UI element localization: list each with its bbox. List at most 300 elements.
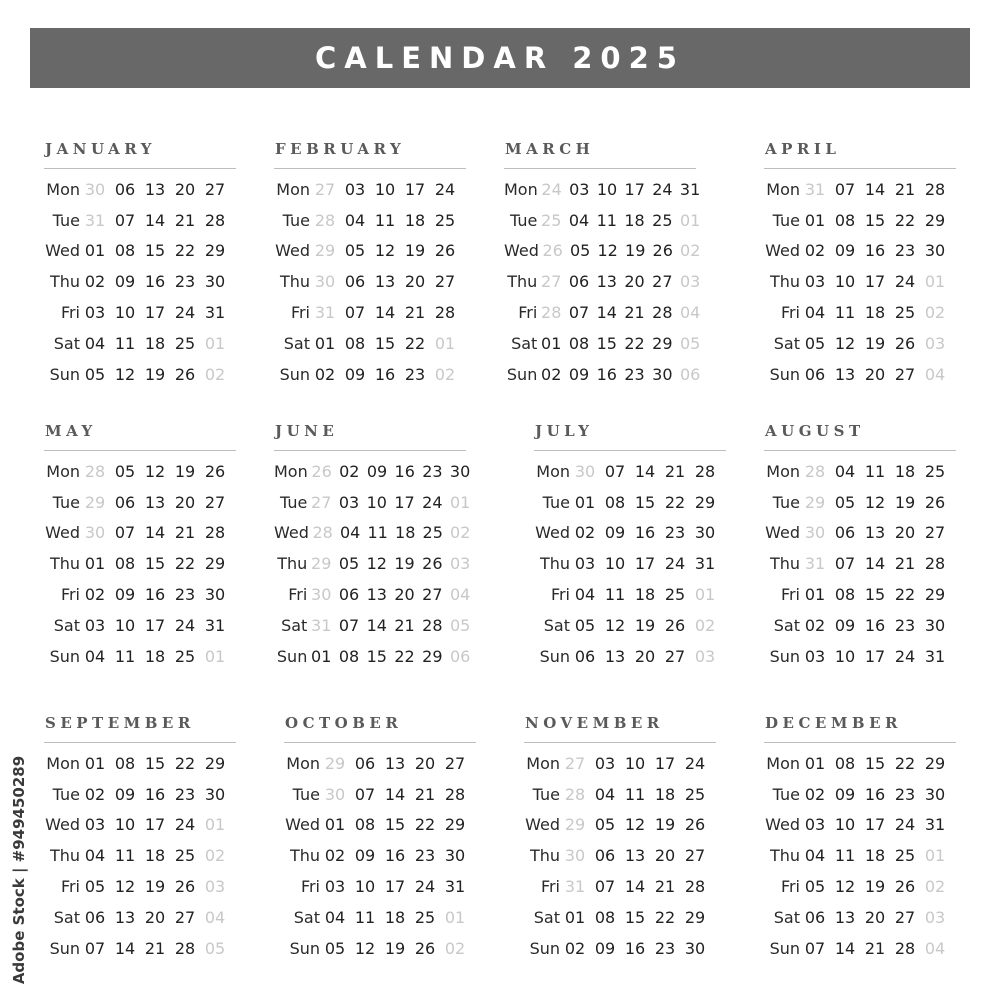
date-cell: 23 xyxy=(894,241,916,261)
date-cell: 01 xyxy=(804,753,826,773)
month-july xyxy=(534,418,734,672)
date-cell: 18 xyxy=(144,333,166,353)
date-cell: 26 xyxy=(414,938,436,958)
weekday-label: Fri xyxy=(780,585,800,605)
weekday-row xyxy=(764,548,964,579)
date-cell: 27 xyxy=(422,585,443,605)
watermark xyxy=(4,755,34,985)
weekday-label: Sat xyxy=(53,907,80,927)
date-cell: 22 xyxy=(174,753,196,773)
date-cell: 04 xyxy=(84,333,106,353)
date-cell: 27 xyxy=(894,364,916,384)
weekday-label: Mon xyxy=(276,179,310,199)
date-cell: 09 xyxy=(114,585,136,605)
date-cell: 19 xyxy=(894,492,916,512)
weekday-label: Mon xyxy=(766,753,800,773)
weekday-row xyxy=(764,456,964,487)
date-cell: 06 xyxy=(114,492,136,512)
date-cell: 21 xyxy=(894,554,916,574)
date-cell: 14 xyxy=(634,461,656,481)
weekday-row xyxy=(764,871,964,902)
date-cell-adjacent-month: 25 xyxy=(541,210,562,230)
weekday-label: Tue xyxy=(772,492,800,512)
month-february xyxy=(274,136,474,390)
month-name: JUNE xyxy=(275,422,339,440)
date-cell: 28 xyxy=(422,615,443,635)
date-cell-adjacent-month: 26 xyxy=(542,241,563,261)
date-cell: 10 xyxy=(114,615,136,635)
date-cell: 22 xyxy=(404,333,426,353)
weekday-label: Fri xyxy=(540,877,560,897)
weekday-label: Mon xyxy=(504,179,538,199)
date-cell-adjacent-month: 02 xyxy=(434,364,456,384)
date-cell: 18 xyxy=(384,907,406,927)
weekday-row xyxy=(504,236,704,267)
date-cell: 06 xyxy=(354,753,376,773)
date-cell: 21 xyxy=(174,523,196,543)
date-cell: 09 xyxy=(834,784,856,804)
date-cell-adjacent-month: 24 xyxy=(541,179,562,199)
weekday-row xyxy=(44,297,244,328)
date-cell: 01 xyxy=(84,241,106,261)
weekday-row xyxy=(764,297,964,328)
date-cell-adjacent-month: 04 xyxy=(449,585,471,605)
date-cell: 29 xyxy=(694,492,716,512)
date-cell: 18 xyxy=(404,210,426,230)
date-cell: 21 xyxy=(624,303,645,323)
weekday-row xyxy=(44,205,244,236)
weekday-row xyxy=(524,779,724,810)
date-cell: 19 xyxy=(864,333,886,353)
date-cell: 30 xyxy=(694,523,716,543)
date-cell: 26 xyxy=(204,461,226,481)
weekday-row xyxy=(44,548,244,579)
date-cell: 22 xyxy=(894,585,916,605)
date-cell: 27 xyxy=(204,179,226,199)
date-cell: 09 xyxy=(834,615,856,635)
date-cell-adjacent-month: 01 xyxy=(204,815,226,835)
date-cell: 24 xyxy=(414,877,436,897)
weekday-label: Thu xyxy=(769,272,800,292)
month-name: FEBRUARY xyxy=(275,140,406,158)
date-cell: 01 xyxy=(804,585,826,605)
weekday-label: Fri xyxy=(288,585,308,605)
date-cell-adjacent-month: 05 xyxy=(449,615,471,635)
date-cell: 13 xyxy=(834,907,856,927)
weekday-row xyxy=(274,610,474,641)
date-cell: 14 xyxy=(624,877,646,897)
month-name: MAY xyxy=(45,422,97,440)
weekday-row xyxy=(534,456,734,487)
date-cell: 29 xyxy=(204,753,226,773)
date-cell-adjacent-month: 29 xyxy=(311,554,332,574)
date-cell: 17 xyxy=(654,753,676,773)
weekday-label: Sat xyxy=(511,333,538,353)
date-cell: 01 xyxy=(311,646,332,666)
weekday-label: Wed xyxy=(285,815,320,835)
date-cell-adjacent-month: 02 xyxy=(694,615,716,635)
date-cell: 25 xyxy=(422,523,443,543)
date-cell-adjacent-month: 01 xyxy=(924,846,946,866)
date-cell-adjacent-month: 01 xyxy=(204,333,226,353)
date-cell-adjacent-month: 31 xyxy=(314,303,336,323)
weekday-row xyxy=(504,359,704,390)
date-cell: 26 xyxy=(422,554,443,574)
weekday-label: Sun xyxy=(49,938,80,958)
date-cell: 10 xyxy=(354,877,376,897)
date-cell: 01 xyxy=(314,333,336,353)
date-cell: 08 xyxy=(114,554,136,574)
date-cell: 21 xyxy=(864,938,886,958)
date-cell: 03 xyxy=(84,615,106,635)
weekday-label: Sat xyxy=(543,615,570,635)
date-cell-adjacent-month: 06 xyxy=(679,364,701,384)
date-cell: 28 xyxy=(652,303,673,323)
date-cell-adjacent-month: 30 xyxy=(314,272,336,292)
date-cell-adjacent-month: 04 xyxy=(679,303,701,323)
date-cell: 18 xyxy=(654,784,676,804)
weekday-label: Mon xyxy=(536,461,570,481)
date-cell: 10 xyxy=(596,179,618,199)
weekday-label: Thu xyxy=(507,272,538,292)
month-name: MARCH xyxy=(505,140,595,158)
date-cell: 23 xyxy=(894,784,916,804)
date-cell: 23 xyxy=(664,523,686,543)
date-cell: 04 xyxy=(568,210,590,230)
date-cell: 16 xyxy=(864,241,886,261)
date-cell: 07 xyxy=(344,303,366,323)
weekday-label: Wed xyxy=(45,241,80,261)
date-cell: 20 xyxy=(634,646,656,666)
date-cell: 07 xyxy=(84,938,106,958)
date-cell-adjacent-month: 27 xyxy=(541,272,562,292)
date-cell: 30 xyxy=(204,272,226,292)
date-cell: 22 xyxy=(174,241,196,261)
weekday-label: Thu xyxy=(769,554,800,574)
date-cell: 20 xyxy=(144,907,166,927)
date-cell: 16 xyxy=(144,585,166,605)
month-name: SEPTEMBER xyxy=(45,714,195,732)
date-cell: 15 xyxy=(144,241,166,261)
date-cell: 21 xyxy=(404,303,426,323)
date-cell: 18 xyxy=(395,523,416,543)
month-divider xyxy=(44,742,236,743)
date-cell: 25 xyxy=(174,646,196,666)
weekday-row xyxy=(764,266,964,297)
weekday-row xyxy=(284,810,484,841)
date-cell: 03 xyxy=(804,646,826,666)
date-cell: 06 xyxy=(834,523,856,543)
date-cell: 05 xyxy=(324,938,346,958)
weekday-row xyxy=(274,174,474,205)
date-cell-adjacent-month: 29 xyxy=(804,492,826,512)
date-cell: 15 xyxy=(624,907,646,927)
weekday-label: Tue xyxy=(772,210,800,230)
date-cell: 16 xyxy=(374,364,396,384)
date-cell: 19 xyxy=(404,241,426,261)
date-cell: 02 xyxy=(314,364,336,384)
date-cell: 11 xyxy=(834,846,856,866)
date-cell: 29 xyxy=(204,241,226,261)
date-cell: 26 xyxy=(434,241,456,261)
date-cell: 11 xyxy=(114,333,136,353)
date-cell: 14 xyxy=(834,938,856,958)
date-cell: 14 xyxy=(366,615,387,635)
weekday-row xyxy=(284,902,484,933)
weekday-label: Fri xyxy=(550,585,570,605)
date-cell-adjacent-month: 31 xyxy=(84,210,106,230)
date-cell: 05 xyxy=(594,815,616,835)
date-cell: 25 xyxy=(664,585,686,605)
date-cell-adjacent-month: 26 xyxy=(311,461,332,481)
date-cell: 22 xyxy=(894,753,916,773)
date-cell: 12 xyxy=(354,938,376,958)
date-cell: 08 xyxy=(344,333,366,353)
weekday-row xyxy=(504,174,704,205)
weekday-row xyxy=(504,297,704,328)
weekday-label: Tue xyxy=(292,784,320,804)
date-cell: 24 xyxy=(894,646,916,666)
date-cell: 12 xyxy=(114,364,136,384)
date-cell: 29 xyxy=(444,815,466,835)
weekday-label: Sun xyxy=(539,646,570,666)
date-cell: 01 xyxy=(324,815,346,835)
date-cell: 16 xyxy=(596,364,617,384)
date-cell: 03 xyxy=(594,753,616,773)
date-cell: 05 xyxy=(569,241,591,261)
date-cell: 13 xyxy=(834,364,856,384)
date-cell-adjacent-month: 29 xyxy=(84,492,106,512)
date-cell-adjacent-month: 03 xyxy=(204,877,226,897)
weekday-label: Thu xyxy=(539,554,570,574)
date-cell: 31 xyxy=(679,179,701,199)
weekday-label: Tue xyxy=(52,492,80,512)
month-april xyxy=(764,136,964,390)
date-cell-adjacent-month: 30 xyxy=(311,585,332,605)
date-cell: 13 xyxy=(384,753,406,773)
date-cell-adjacent-month: 01 xyxy=(694,585,716,605)
date-cell: 15 xyxy=(864,210,886,230)
weekday-label: Thu xyxy=(49,846,80,866)
date-cell: 10 xyxy=(114,303,136,323)
weekday-label: Tue xyxy=(542,492,570,512)
month-june xyxy=(274,418,474,672)
weekday-row xyxy=(764,610,964,641)
weekday-row xyxy=(44,748,244,779)
date-cell: 20 xyxy=(864,907,886,927)
date-cell: 03 xyxy=(338,492,360,512)
date-cell: 25 xyxy=(652,210,673,230)
month-divider xyxy=(524,742,716,743)
date-cell: 26 xyxy=(652,241,673,261)
date-cell: 14 xyxy=(144,523,166,543)
date-cell-adjacent-month: 29 xyxy=(324,753,346,773)
weekday-row xyxy=(274,297,474,328)
date-cell-adjacent-month: 01 xyxy=(449,492,471,512)
date-cell-adjacent-month: 02 xyxy=(680,241,701,261)
weekday-label: Tue xyxy=(510,210,538,230)
date-cell: 17 xyxy=(864,646,886,666)
date-cell-adjacent-month: 28 xyxy=(312,523,333,543)
date-cell: 02 xyxy=(324,846,346,866)
date-cell: 12 xyxy=(597,241,618,261)
weekday-row xyxy=(524,748,724,779)
date-cell: 28 xyxy=(204,210,226,230)
date-cell: 01 xyxy=(574,492,596,512)
month-divider xyxy=(764,450,956,451)
date-cell: 24 xyxy=(652,179,673,199)
date-cell: 06 xyxy=(594,846,616,866)
date-cell: 12 xyxy=(114,877,136,897)
date-cell-adjacent-month: 29 xyxy=(314,241,336,261)
date-cell: 11 xyxy=(864,461,886,481)
date-cell: 18 xyxy=(144,846,166,866)
month-name: OCTOBER xyxy=(285,714,403,732)
date-cell: 13 xyxy=(864,523,886,543)
date-cell: 06 xyxy=(804,364,826,384)
weekday-label: Thu xyxy=(277,554,308,574)
weekday-row xyxy=(764,840,964,871)
date-cell: 05 xyxy=(834,492,856,512)
date-cell: 02 xyxy=(804,784,826,804)
date-cell: 06 xyxy=(344,272,366,292)
date-cell: 26 xyxy=(684,815,706,835)
date-cell: 19 xyxy=(144,364,166,384)
date-cell-adjacent-month: 31 xyxy=(804,179,826,199)
date-cell: 02 xyxy=(541,364,562,384)
weekday-label: Sat xyxy=(53,615,80,635)
date-cell: 01 xyxy=(541,333,562,353)
weekday-row xyxy=(504,266,704,297)
month-divider xyxy=(274,168,466,169)
weekday-label: Sun xyxy=(289,938,320,958)
date-cell-adjacent-month: 28 xyxy=(541,303,562,323)
date-cell: 17 xyxy=(144,303,166,323)
date-cell: 20 xyxy=(654,846,676,866)
date-cell: 20 xyxy=(404,272,426,292)
date-cell: 17 xyxy=(394,492,415,512)
date-cell-adjacent-month: 30 xyxy=(324,784,346,804)
date-cell: 07 xyxy=(834,179,856,199)
date-cell: 25 xyxy=(894,303,916,323)
date-cell-adjacent-month: 27 xyxy=(564,753,586,773)
date-cell: 19 xyxy=(864,877,886,897)
month-january xyxy=(44,136,244,390)
date-cell: 10 xyxy=(834,646,856,666)
weekday-label: Tue xyxy=(282,210,310,230)
date-cell: 06 xyxy=(114,179,136,199)
date-cell: 01 xyxy=(84,554,106,574)
weekday-row xyxy=(764,487,964,518)
weekday-row xyxy=(274,266,474,297)
date-cell: 11 xyxy=(596,210,617,230)
date-cell: 21 xyxy=(654,877,676,897)
date-cell: 30 xyxy=(444,846,466,866)
weekday-row xyxy=(764,236,964,267)
weekday-row xyxy=(44,610,244,641)
date-cell: 14 xyxy=(596,303,617,323)
date-cell: 31 xyxy=(924,646,946,666)
date-cell: 02 xyxy=(84,272,106,292)
date-cell: 31 xyxy=(444,877,466,897)
date-cell-adjacent-month: 30 xyxy=(574,461,596,481)
date-cell: 04 xyxy=(324,907,346,927)
date-cell: 13 xyxy=(366,585,387,605)
date-cell: 24 xyxy=(894,272,916,292)
date-cell: 07 xyxy=(804,938,826,958)
date-cell: 11 xyxy=(114,646,136,666)
date-cell: 04 xyxy=(344,210,366,230)
date-cell: 26 xyxy=(664,615,686,635)
date-cell: 27 xyxy=(444,753,466,773)
date-cell: 16 xyxy=(624,938,646,958)
date-cell: 21 xyxy=(894,179,916,199)
date-cell: 12 xyxy=(144,461,166,481)
weekday-label: Sat xyxy=(773,333,800,353)
date-cell: 04 xyxy=(84,646,106,666)
weekday-label: Thu xyxy=(529,846,560,866)
date-cell: 08 xyxy=(568,333,590,353)
date-cell-adjacent-month: 01 xyxy=(924,272,946,292)
weekday-label: Sun xyxy=(769,646,800,666)
date-cell: 23 xyxy=(174,784,196,804)
month-divider xyxy=(44,168,236,169)
weekday-label: Thu xyxy=(769,846,800,866)
date-cell: 27 xyxy=(434,272,456,292)
date-cell: 11 xyxy=(114,846,136,866)
date-cell: 29 xyxy=(684,907,706,927)
date-cell-adjacent-month: 03 xyxy=(679,272,701,292)
weekday-row xyxy=(284,748,484,779)
date-cell: 09 xyxy=(114,272,136,292)
weekday-row xyxy=(274,328,474,359)
date-cell: 20 xyxy=(624,272,645,292)
weekday-label: Wed xyxy=(275,241,310,261)
date-cell: 19 xyxy=(625,241,646,261)
weekday-row xyxy=(524,810,724,841)
month-name: JULY xyxy=(535,422,594,440)
date-cell-adjacent-month: 04 xyxy=(204,907,226,927)
weekday-row xyxy=(44,579,244,610)
date-cell-adjacent-month: 27 xyxy=(314,179,336,199)
weekday-label: Fri xyxy=(518,303,538,323)
weekday-row xyxy=(524,871,724,902)
date-cell-adjacent-month: 01 xyxy=(434,333,456,353)
date-cell: 22 xyxy=(414,815,436,835)
date-cell: 08 xyxy=(834,585,856,605)
date-cell: 14 xyxy=(864,554,886,574)
date-cell: 23 xyxy=(174,585,196,605)
calendar-title-banner xyxy=(30,28,970,88)
weekday-label: Sun xyxy=(769,364,800,384)
weekday-label: Mon xyxy=(46,461,80,481)
weekday-label: Wed xyxy=(274,523,309,543)
date-cell: 16 xyxy=(144,784,166,804)
weekday-label: Fri xyxy=(60,877,80,897)
date-cell-adjacent-month: 28 xyxy=(564,784,586,804)
date-cell: 05 xyxy=(114,461,136,481)
date-cell: 10 xyxy=(374,179,396,199)
date-cell: 18 xyxy=(144,646,166,666)
date-cell: 05 xyxy=(344,241,366,261)
weekday-label: Thu xyxy=(289,846,320,866)
weekday-label: Fri xyxy=(60,585,80,605)
date-cell: 26 xyxy=(174,364,196,384)
date-cell: 19 xyxy=(654,815,676,835)
date-cell-adjacent-month: 31 xyxy=(311,615,332,635)
date-cell: 13 xyxy=(114,907,136,927)
weekday-row xyxy=(44,518,244,549)
